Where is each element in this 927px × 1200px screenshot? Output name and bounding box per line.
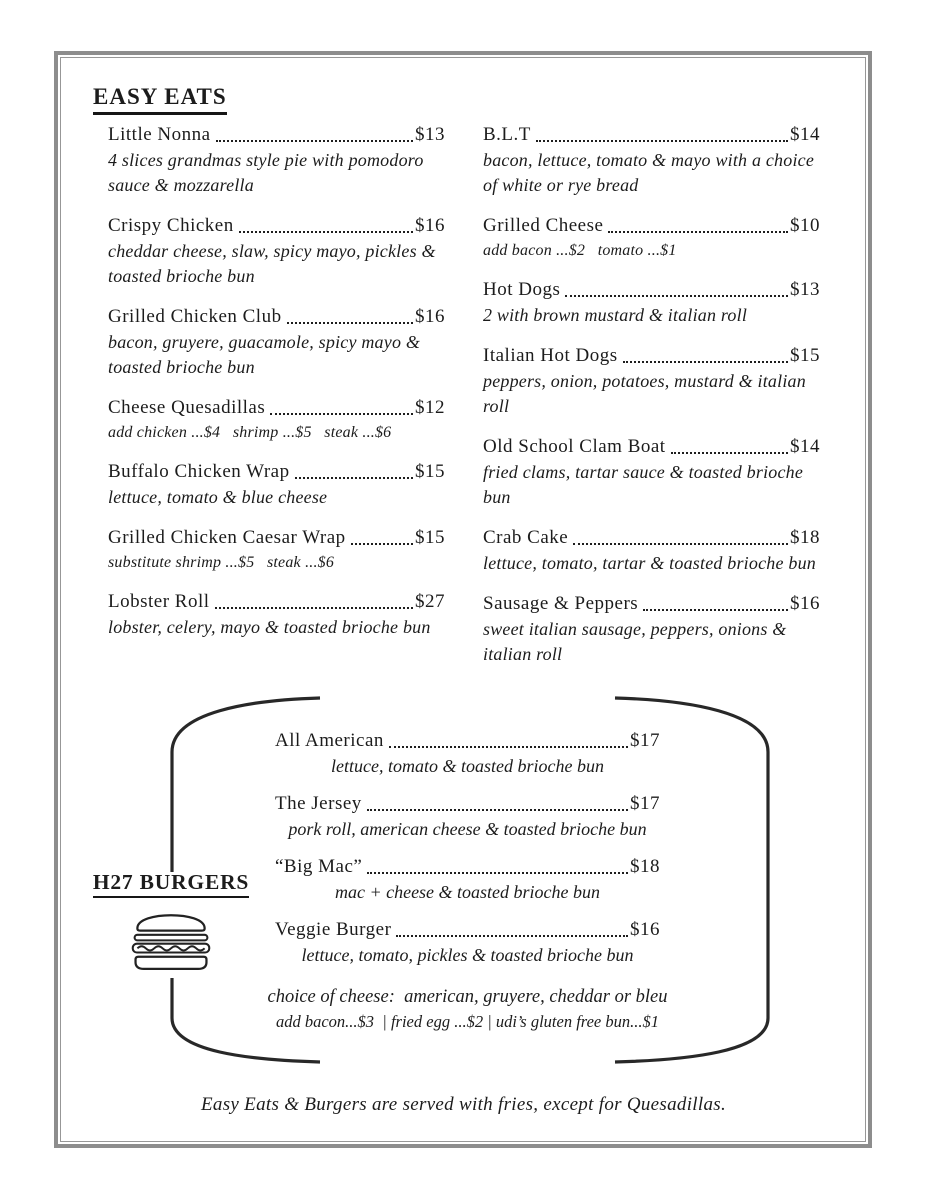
- dot-leader: [367, 809, 628, 811]
- menu-item: [108, 304, 445, 380]
- item-name: Little Nonna: [108, 124, 211, 145]
- item-addon-note: substitute shrimp ...$5 steak ...$6: [108, 554, 335, 571]
- item-name: Sausage & Peppers: [483, 593, 639, 614]
- menu-item: [108, 525, 445, 574]
- item-name: Old School Clam Boat: [483, 436, 666, 457]
- item-description: sweet italian sausage, peppers, onions & italian roll: [483, 619, 787, 664]
- item-addon-note: add chicken ...$4 shrimp ...$5 steak ...$6: [108, 424, 392, 441]
- menu-item-row: [483, 434, 820, 460]
- item-name: Grilled Chicken Club: [108, 306, 282, 327]
- menu-item: [108, 459, 445, 510]
- easy-eats-left-column: [108, 122, 445, 682]
- dot-leader: [351, 543, 413, 545]
- menu-item: [483, 343, 820, 419]
- burger-item-row: [275, 791, 660, 817]
- dot-leader: [643, 609, 788, 611]
- footer-note: Easy Eats & Burgers are served with fries, except for Quesadillas.: [201, 1094, 726, 1115]
- menu-item-row: [108, 589, 445, 615]
- item-price: $15: [790, 345, 820, 366]
- menu-item: [483, 525, 820, 576]
- dot-leader: [573, 543, 788, 545]
- burger-item-row: [275, 917, 660, 943]
- menu-item-row: [108, 459, 445, 485]
- item-name: Buffalo Chicken Wrap: [108, 461, 290, 482]
- menu-item-row: [108, 525, 445, 551]
- item-name: Grilled Cheese: [483, 215, 604, 236]
- dot-leader: [396, 935, 628, 937]
- item-price: $13: [415, 124, 445, 145]
- item-price: $10: [790, 215, 820, 236]
- easy-eats-title-text: EASY EATS: [93, 84, 227, 115]
- item-name: Italian Hot Dogs: [483, 345, 618, 366]
- burger-item: [225, 728, 710, 779]
- menu-item-row: [483, 122, 820, 148]
- item-price: $17: [630, 730, 660, 751]
- menu-item-row: [483, 277, 820, 303]
- item-description: fried clams, tartar sauce & toasted brioche bun: [483, 462, 804, 507]
- dot-leader: [671, 452, 788, 454]
- item-description: lobster, celery, mayo & toasted brioche bun: [108, 617, 431, 637]
- burger-item: [225, 791, 710, 842]
- menu-item-row: [483, 213, 820, 239]
- dot-leader: [623, 361, 788, 363]
- item-name: Cheese Quesadillas: [108, 397, 266, 418]
- dot-leader: [536, 140, 788, 142]
- item-name: “Big Mac”: [275, 856, 363, 877]
- item-description: lettuce, tomato & toasted brioche bun: [331, 756, 604, 776]
- dot-leader: [389, 746, 628, 748]
- item-description: lettuce, tomato, tartar & toasted brioche bun: [483, 553, 816, 573]
- item-price: $16: [415, 306, 445, 327]
- cheese-choice-note: choice of cheese: american, gruyere, cheddar or bleu: [267, 987, 668, 1007]
- menu-item: [108, 395, 445, 444]
- menu-item-row: [108, 304, 445, 330]
- dot-leader: [367, 872, 628, 874]
- dot-leader: [608, 231, 788, 233]
- item-price: $12: [415, 397, 445, 418]
- item-name: Lobster Roll: [108, 591, 210, 612]
- item-description: bacon, lettuce, tomato & mayo with a choice of white or rye bread: [483, 150, 815, 195]
- burger-item: [225, 917, 710, 968]
- dot-leader: [215, 607, 413, 609]
- item-description: peppers, onion, potatoes, mustard & italian roll: [483, 371, 806, 416]
- item-name: The Jersey: [275, 793, 362, 814]
- dot-leader: [239, 231, 413, 233]
- item-name: Crispy Chicken: [108, 215, 234, 236]
- dot-leader: [295, 477, 413, 479]
- menu-item: [108, 213, 445, 289]
- item-description: lettuce, tomato, pickles & toasted brioche bun: [301, 945, 634, 965]
- menu-item-row: [108, 122, 445, 148]
- burger-icon: [129, 904, 213, 974]
- item-price: $15: [415, 461, 445, 482]
- easy-eats-section-title: [93, 84, 227, 115]
- menu-item: [483, 591, 820, 667]
- burger-item-row: [275, 728, 660, 754]
- menu-item: [483, 434, 820, 510]
- menu-item-row: [483, 343, 820, 369]
- item-description: pork roll, american cheese & toasted brioche bun: [288, 819, 647, 839]
- item-price: $13: [790, 279, 820, 300]
- dot-leader: [565, 295, 788, 297]
- item-price: $16: [790, 593, 820, 614]
- item-price: $18: [630, 856, 660, 877]
- item-price: $14: [790, 436, 820, 457]
- item-description: 2 with brown mustard & italian roll: [483, 305, 748, 325]
- menu-item: [108, 122, 445, 198]
- item-price: $16: [415, 215, 445, 236]
- easy-eats-columns: [108, 122, 820, 682]
- item-description: bacon, gruyere, guacamole, spicy mayo & toasted brioche bun: [108, 332, 421, 377]
- item-description: cheddar cheese, slaw, spicy mayo, pickles & toasted brioche bun: [108, 241, 436, 286]
- menu-item-row: [483, 525, 820, 551]
- item-name: Grilled Chicken Caesar Wrap: [108, 527, 346, 548]
- menu-item-row: [108, 213, 445, 239]
- item-description: 4 slices grandmas style pie with pomodoro sauce & mozzarella: [108, 150, 424, 195]
- item-name: Hot Dogs: [483, 279, 561, 300]
- menu-item: [483, 122, 820, 198]
- item-name: B.L.T: [483, 124, 531, 145]
- burger-addons-note: add bacon...$3 | fried egg ...$2 | udi’s gluten free bun...$1: [275, 1012, 660, 1031]
- item-name: Veggie Burger: [275, 919, 392, 940]
- dot-leader: [287, 322, 413, 324]
- menu-item: [108, 589, 445, 640]
- item-description: mac + cheese & toasted brioche bun: [334, 882, 601, 902]
- burger-item: [225, 854, 710, 905]
- item-description: lettuce, tomato & blue cheese: [108, 487, 328, 507]
- menu-item-row: [108, 395, 445, 421]
- burger-item-row: [275, 854, 660, 880]
- menu-item: [483, 213, 820, 262]
- easy-eats-right-column: [483, 122, 820, 682]
- item-addon-note: add bacon ...$2 tomato ...$1: [483, 242, 677, 259]
- item-price: $16: [630, 919, 660, 940]
- burgers-items-block: [225, 728, 710, 1034]
- item-price: $14: [790, 124, 820, 145]
- menu-item-row: [483, 591, 820, 617]
- item-price: $18: [790, 527, 820, 548]
- burgers-items-list: [225, 728, 710, 968]
- item-name: All American: [275, 730, 384, 751]
- item-price: $15: [415, 527, 445, 548]
- dot-leader: [216, 140, 413, 142]
- dot-leader: [270, 413, 413, 415]
- item-price: $27: [415, 591, 445, 612]
- item-name: Crab Cake: [483, 527, 569, 548]
- burgers-title-text: H27 BURGERS: [93, 870, 249, 898]
- item-price: $17: [630, 793, 660, 814]
- menu-item: [483, 277, 820, 328]
